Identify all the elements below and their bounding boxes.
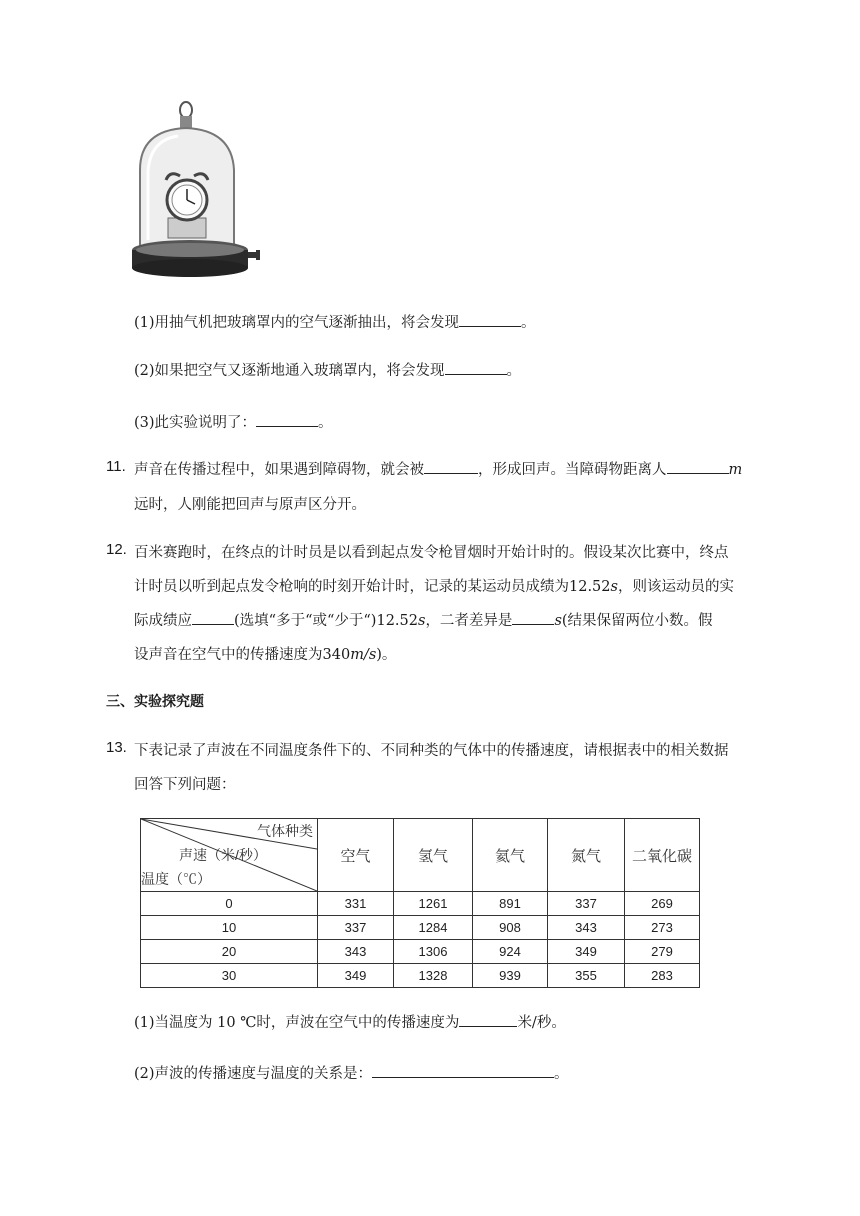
bell-jar-figure: [128, 100, 268, 280]
column-header: 氦气: [473, 819, 548, 892]
q12-line-1: 百米赛跑时，在终点的计时员是以看到起点发令枪冒烟时开始计时的。假设某次比赛中，终点: [134, 545, 729, 561]
q12-text: ，二者差异是: [425, 613, 513, 629]
q10-sub-2: [134, 359, 521, 380]
q12-text: )。: [376, 647, 397, 663]
table-cell: 349: [548, 940, 625, 964]
q13-line-1: 下表记录了声波在不同温度条件下的、不同种类的气体中的传播速度，请根据表中的相关数据: [134, 743, 729, 759]
question-number: 13.: [106, 739, 127, 756]
question-number: 11.: [106, 458, 126, 475]
answer-blank[interactable]: [667, 461, 729, 474]
table-row: [141, 964, 700, 988]
q12-text: 设声音在空气中的传播速度为: [134, 647, 323, 663]
q11-text-a: 声音在传播过程中，如果遇到障碍物，就会被: [134, 462, 424, 478]
answer-blank[interactable]: [424, 461, 478, 474]
table-corner-cell: [141, 819, 318, 892]
q12-text: 际成绩应: [134, 613, 192, 629]
q13-sub-2-suffix: 。: [554, 1066, 569, 1082]
q13-sub-2: [134, 1062, 569, 1083]
table-cell: 349: [318, 964, 394, 988]
q13-line-2: 回答下列问题：: [134, 777, 236, 793]
q12-unit: s: [417, 613, 426, 629]
q10-sub-2-suffix: 。: [506, 363, 522, 379]
q12-text: (结果保留两位小数。假: [561, 613, 713, 629]
temperature-cell: 10: [141, 916, 318, 940]
column-header: 二氧化碳: [625, 819, 700, 892]
table-cell: 939: [473, 964, 548, 988]
temperature-cell: 20: [141, 940, 318, 964]
bell-jar-alarm-clock-illustration: [128, 100, 268, 280]
q12-value: 12.52: [376, 613, 418, 629]
table-cell: 891: [473, 892, 548, 916]
q12-line-2: [134, 575, 734, 596]
temperature-cell: 0: [141, 892, 318, 916]
answer-blank[interactable]: [192, 612, 234, 625]
q12-unit: m/s: [350, 647, 377, 663]
column-header: 氢气: [394, 819, 473, 892]
q12-unit: s: [554, 613, 562, 629]
column-header: 氮气: [548, 819, 625, 892]
q12-unit: s: [610, 579, 618, 595]
q12-line-3: [134, 609, 713, 630]
q10-sub-1: [134, 311, 536, 332]
table-cell: 1306: [394, 940, 473, 964]
q10-sub-3: [134, 411, 333, 432]
corner-label-gas-type: 气体种类: [257, 823, 313, 839]
q11-unit: m: [728, 462, 743, 478]
table-cell: 1284: [394, 916, 473, 940]
table-cell: 1261: [394, 892, 473, 916]
q12-line-4: [134, 643, 396, 664]
table-header-row: [141, 819, 700, 892]
table-cell: 279: [625, 940, 700, 964]
corner-label-speed: 声速（米/秒）: [179, 847, 267, 863]
table-row: [141, 940, 700, 964]
answer-blank[interactable]: [512, 612, 554, 625]
table-row: [141, 892, 700, 916]
answer-blank[interactable]: [459, 1014, 517, 1027]
q10-sub-3-suffix: 。: [318, 415, 333, 431]
table-cell: 269: [625, 892, 700, 916]
q11-line-1: [134, 458, 742, 479]
table-cell: 273: [625, 916, 700, 940]
q13-sub-1: [134, 1011, 566, 1032]
q10-sub-3-text: (3)此实验说明了：: [134, 415, 257, 431]
q11-line-2: 远时，人刚能把回声与原声区分开。: [134, 497, 366, 513]
answer-blank[interactable]: [459, 314, 521, 327]
answer-blank[interactable]: [256, 414, 318, 427]
section-heading: 三、实验探究题: [106, 694, 204, 710]
answer-blank[interactable]: [445, 362, 507, 375]
table-cell: 355: [548, 964, 625, 988]
q13-sub-1-suffix: 米/秒。: [517, 1015, 566, 1031]
q10-sub-2-text: (2)如果把空气又逐渐地通入玻璃罩内，将会发现: [134, 363, 445, 379]
corner-label-temperature: 温度（℃）: [141, 871, 211, 887]
table-cell: 337: [318, 916, 394, 940]
table-cell: 924: [473, 940, 548, 964]
table-cell: 331: [318, 892, 394, 916]
q10-sub-1-suffix: 。: [521, 315, 536, 331]
q12-text: (选填“多于“或“少于“): [234, 613, 377, 629]
temperature-cell: 30: [141, 964, 318, 988]
q12-value: 340: [322, 647, 351, 663]
sound-speed-table: [140, 818, 700, 988]
q12-text: 计时员以听到起点发令枪响的时刻开始计时，记录的某运动员成绩为: [134, 579, 569, 595]
q13-sub-2-text: (2)声波的传播速度与温度的关系是：: [134, 1066, 373, 1082]
table-cell: 343: [318, 940, 394, 964]
q13-sub-1-text: (1)当温度为 10 ℃时，声波在空气中的传播速度为: [134, 1015, 460, 1031]
q12-value: 12.52: [569, 579, 611, 595]
q10-sub-1-text: (1)用抽气机把玻璃罩内的空气逐渐抽出，将会发现: [134, 315, 460, 331]
answer-blank[interactable]: [372, 1065, 554, 1078]
column-header: 空气: [318, 819, 394, 892]
table-cell: 283: [625, 964, 700, 988]
question-number: 12.: [106, 541, 127, 558]
table-cell: 1328: [394, 964, 473, 988]
table-cell: 908: [473, 916, 548, 940]
q12-text: ，则该运动员的实: [617, 579, 734, 595]
table-row: [141, 916, 700, 940]
table-cell: 343: [548, 916, 625, 940]
table-cell: 337: [548, 892, 625, 916]
q11-text-b: ，形成回声。当障碍物距离人: [478, 462, 667, 478]
